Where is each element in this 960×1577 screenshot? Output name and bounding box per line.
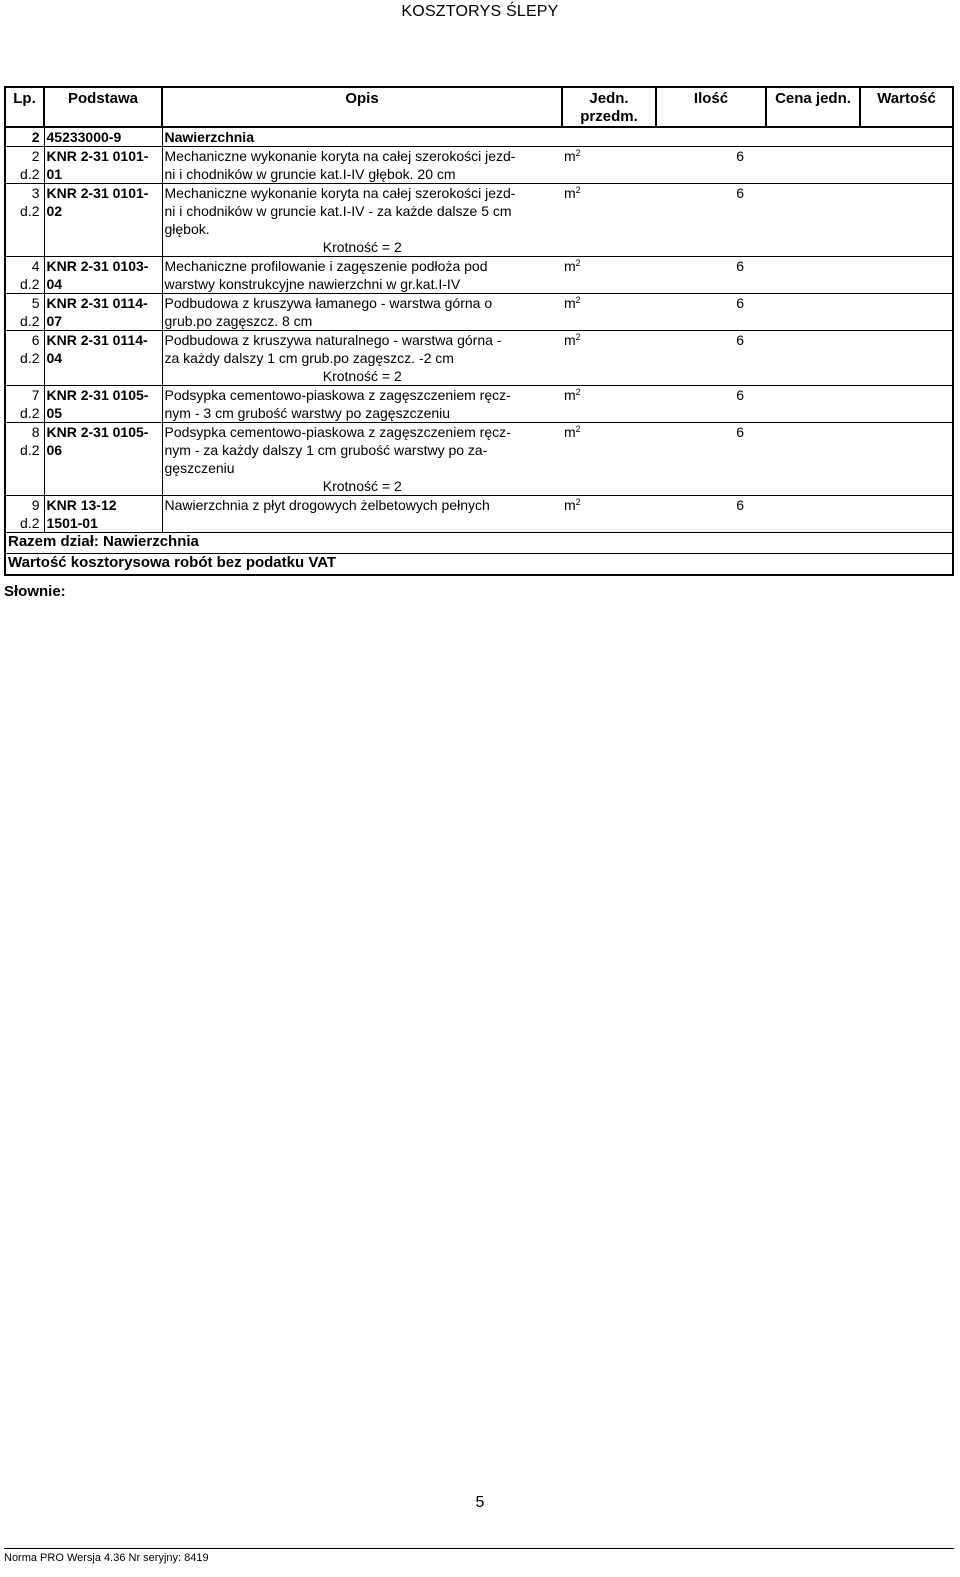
- row-wartosc: [860, 423, 953, 496]
- row-ilosc: 6: [656, 423, 766, 496]
- row-ilosc: 6: [656, 257, 766, 294]
- row-podstawa-line2: 05: [46, 405, 63, 421]
- row-cena: [766, 331, 860, 386]
- row-podstawa-line1: KNR 2-31 0114-: [46, 332, 148, 348]
- row-lp-ref: d.2: [20, 442, 40, 458]
- row-ilosc: 6: [656, 386, 766, 423]
- row-opis-line: ni i chodników w gruncie kat.I-IV - za każde dalsze 5 cm: [164, 203, 512, 219]
- row-lp-number: 6: [31, 332, 40, 348]
- row-jedn-superscript: 2: [575, 185, 581, 195]
- row-ilosc: 6: [656, 496, 766, 533]
- row-lp-number: 7: [31, 387, 40, 403]
- row-jedn: [562, 257, 656, 294]
- row-lp: [5, 257, 44, 294]
- table-body: [5, 127, 953, 533]
- row-cena: [766, 496, 860, 533]
- row-cena: [766, 294, 860, 331]
- row-cena: [766, 147, 860, 184]
- row-podstawa: [44, 147, 162, 184]
- row-lp-number: 3: [31, 185, 40, 201]
- row-opis-line: nym - 3 cm grubość warstwy po zagęszczeniu: [164, 405, 451, 421]
- table-row: [5, 331, 953, 386]
- table-row: [5, 386, 953, 423]
- row-wartosc: [860, 147, 953, 184]
- row-ilosc: 6: [656, 331, 766, 386]
- row-opis-line: Podsypka cementowo-piaskowa z zagęszczeniem ręcz-: [164, 387, 511, 403]
- row-opis-line: za każdy dalszy 1 cm grub.po zagęszcz. -2 cm: [164, 350, 454, 366]
- section-total-label: Razem dział: Nawierzchnia: [5, 533, 562, 554]
- row-lp-number: 9: [31, 497, 40, 513]
- table-header-row: [5, 87, 953, 127]
- row-lp-ref: d.2: [20, 276, 40, 292]
- row-opis-line: Mechaniczne wykonanie koryta na całej szerokości jezd-: [164, 148, 516, 164]
- table-row: [5, 257, 953, 294]
- row-lp-ref: d.2: [20, 515, 40, 531]
- row-lp: [5, 386, 44, 423]
- header-cena: Cena jedn.: [766, 87, 860, 127]
- row-lp-ref: d.2: [20, 350, 40, 366]
- row-opis-line: Podbudowa z kruszywa naturalnego - warstwa górna -: [164, 332, 502, 348]
- row-krotnosc: Krotność = 2: [322, 368, 402, 384]
- row-podstawa-line1: KNR 2-31 0101-: [46, 185, 149, 201]
- row-lp-ref: d.2: [20, 203, 40, 219]
- row-jedn-superscript: 2: [575, 148, 581, 158]
- row-lp-number: 2: [31, 148, 40, 164]
- row-ilosc: 6: [656, 147, 766, 184]
- row-lp-number: 8: [31, 424, 40, 440]
- row-lp: [5, 496, 44, 533]
- row-opis-line: Podbudowa z kruszywa łamanego - warstwa górna o: [164, 295, 493, 311]
- row-podstawa: [44, 423, 162, 496]
- table-row: [5, 147, 953, 184]
- row-opis-line: głębok.: [164, 221, 210, 237]
- row-cena: [766, 386, 860, 423]
- table-row: [5, 184, 953, 257]
- row-wartosc: [860, 294, 953, 331]
- header-ilosc: Ilość: [656, 87, 766, 127]
- row-wartosc: [860, 496, 953, 533]
- section-podstawa: 45233000-9: [44, 127, 162, 147]
- page-title: KOSZTORYS ŚLEPY: [401, 3, 559, 20]
- row-podstawa: [44, 184, 162, 257]
- row-jedn-unit: m: [564, 497, 576, 513]
- row-podstawa-line2: 06: [46, 442, 63, 458]
- row-podstawa: [44, 257, 162, 294]
- row-cena: [766, 184, 860, 257]
- table-row: [5, 496, 953, 533]
- row-jedn-unit: m: [564, 332, 576, 348]
- table-row: [5, 423, 953, 496]
- row-podstawa-line2: 01: [46, 166, 63, 182]
- row-podstawa-line1: KNR 13-12: [46, 497, 117, 513]
- row-podstawa-line2: 1501-01: [46, 515, 98, 531]
- row-jedn: [562, 386, 656, 423]
- row-krotnosc: Krotność = 2: [322, 239, 402, 255]
- row-opis: [162, 257, 562, 294]
- row-jedn: [562, 147, 656, 184]
- footer-text: Norma PRO Wersja 4.36 Nr seryjny: 8419: [4, 1552, 209, 1564]
- row-opis: [162, 386, 562, 423]
- row-jedn-unit: m: [564, 424, 576, 440]
- row-jedn-superscript: 2: [575, 424, 581, 434]
- page-number: 5: [475, 1494, 485, 1511]
- row-podstawa: [44, 386, 162, 423]
- row-ilosc: 6: [656, 184, 766, 257]
- row-podstawa: [44, 331, 162, 386]
- row-podstawa-line2: 04: [46, 350, 63, 366]
- row-jedn: [562, 423, 656, 496]
- row-jedn-unit: m: [564, 295, 576, 311]
- section-lp: 2: [5, 127, 44, 147]
- header-lp: Lp.: [5, 87, 44, 127]
- row-lp: [5, 294, 44, 331]
- row-podstawa-line1: KNR 2-31 0103-: [46, 258, 149, 274]
- row-jedn-superscript: 2: [575, 387, 581, 397]
- row-jedn-superscript: 2: [575, 258, 581, 268]
- row-podstawa-line1: KNR 2-31 0101-: [46, 148, 149, 164]
- row-lp: [5, 423, 44, 496]
- row-podstawa-line1: KNR 2-31 0114-: [46, 295, 148, 311]
- row-cena: [766, 257, 860, 294]
- row-jedn: [562, 184, 656, 257]
- row-jedn: [562, 294, 656, 331]
- row-opis: [162, 423, 562, 496]
- row-opis-line: gęszczeniu: [164, 460, 235, 476]
- header-jedn: Jedn. przedm.: [562, 87, 656, 127]
- row-wartosc: [860, 257, 953, 294]
- row-opis: [162, 331, 562, 386]
- amount-in-words-label: Słownie:: [4, 583, 66, 600]
- table-row: [5, 294, 953, 331]
- row-podstawa: [44, 294, 162, 331]
- row-podstawa: [44, 496, 162, 533]
- header-podstawa: Podstawa: [44, 87, 162, 127]
- row-opis-line: nym - za każdy dalszy 1 cm grubość warstwy po za-: [164, 442, 488, 458]
- row-lp-ref: d.2: [20, 166, 40, 182]
- header-opis: Opis: [162, 87, 562, 127]
- row-jedn: [562, 331, 656, 386]
- row-jedn-unit: m: [564, 258, 576, 274]
- row-cena: [766, 423, 860, 496]
- row-lp-number: 5: [31, 295, 40, 311]
- row-jedn-superscript: 2: [575, 332, 581, 342]
- row-wartosc: [860, 184, 953, 257]
- row-podstawa-line1: KNR 2-31 0105-: [46, 387, 149, 403]
- row-wartosc: [860, 331, 953, 386]
- section-row: [5, 127, 953, 147]
- row-lp: [5, 184, 44, 257]
- row-podstawa-line1: KNR 2-31 0105-: [46, 424, 149, 440]
- grand-total-label: Wartość kosztorysowa robót bez podatku VAT: [5, 554, 562, 576]
- header-wartosc: Wartość: [860, 87, 953, 127]
- row-opis-line: ni i chodników w gruncie kat.I-IV głębok. 20 cm: [164, 166, 456, 182]
- row-podstawa-line2: 04: [46, 276, 63, 292]
- row-krotnosc: Krotność = 2: [322, 478, 402, 494]
- row-opis: [162, 294, 562, 331]
- row-opis-line: Mechaniczne profilowanie i zagęszenie podłoża pod: [164, 258, 488, 274]
- grand-total-row: [5, 554, 953, 576]
- row-opis-line: Podsypka cementowo-piaskowa z zagęszczeniem ręcz-: [164, 424, 511, 440]
- footer-divider: [4, 1548, 954, 1549]
- row-opis-line: warstwy konstrukcyjne nawierzchni w gr.kat.I-IV: [164, 276, 461, 292]
- row-jedn-superscript: 2: [575, 295, 581, 305]
- row-lp: [5, 331, 44, 386]
- row-jedn: [562, 496, 656, 533]
- row-podstawa-line2: 02: [46, 203, 63, 219]
- cost-estimate-table: [4, 86, 954, 576]
- row-opis-line: Nawierzchnia z płyt drogowych żelbetowych pełnych: [164, 497, 490, 513]
- row-opis-line: Mechaniczne wykonanie koryta na całej szerokości jezd-: [164, 185, 516, 201]
- row-jedn-unit: m: [564, 387, 576, 403]
- row-wartosc: [860, 386, 953, 423]
- row-opis: [162, 496, 562, 533]
- row-jedn-superscript: 2: [575, 497, 581, 507]
- row-jedn-unit: m: [564, 185, 576, 201]
- row-opis: [162, 184, 562, 257]
- section-opis: Nawierzchnia: [162, 127, 562, 147]
- row-lp: [5, 147, 44, 184]
- row-lp-ref: d.2: [20, 405, 40, 421]
- row-lp-number: 4: [31, 258, 40, 274]
- row-opis: [162, 147, 562, 184]
- row-opis-line: grub.po zagęszcz. 8 cm: [164, 313, 313, 329]
- section-total-row: [5, 533, 953, 554]
- row-podstawa-line2: 07: [46, 313, 63, 329]
- row-lp-ref: d.2: [20, 313, 40, 329]
- row-ilosc: 6: [656, 294, 766, 331]
- row-jedn-unit: m: [564, 148, 576, 164]
